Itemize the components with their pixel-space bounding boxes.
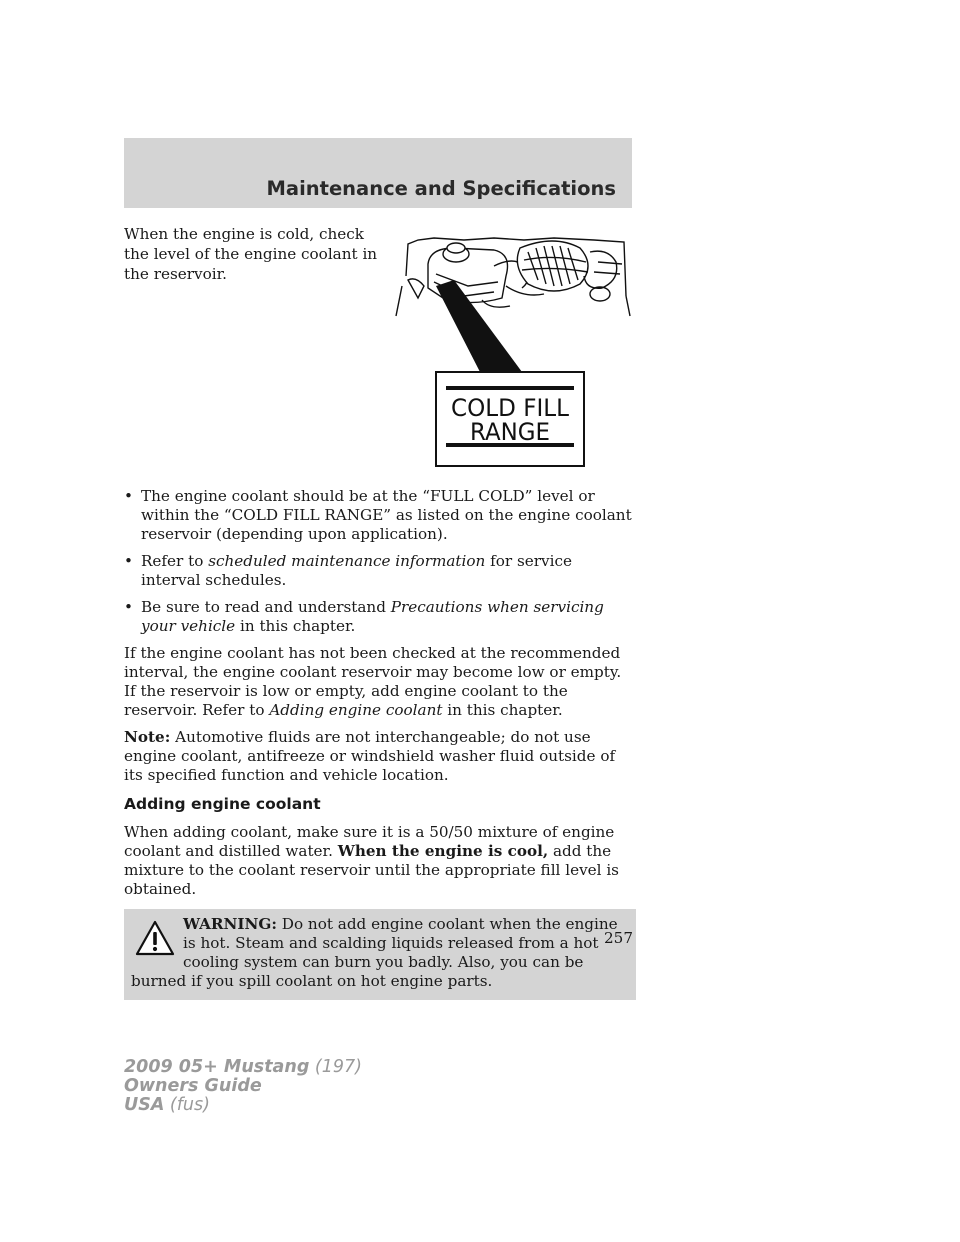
bullet-item [124,552,636,590]
warning-triangle-icon [135,919,175,957]
footer-market: USA [124,1095,165,1115]
footer-line: Owners Guide [124,1076,262,1096]
cross-reference: Precautions when servicing your vehicle [141,598,604,635]
header-band [124,138,632,208]
bullet-text-post: in this chapter. [235,617,356,635]
bullet-text [141,598,636,636]
bullet-text [141,552,636,590]
bullet-item [124,487,636,544]
footer-code: (197) [309,1057,362,1077]
footer-line [124,1058,362,1077]
coolant-check-paragraph [124,644,636,720]
bullet-text: The engine coolant should be at the “FULL COLD” level or within the “COLD FILL RANGE” as listed on the engine coolant reservoir (depending upon application). [141,487,632,543]
paragraph-text: If the engine coolant has not been checked at the recommended interval, the engine coolant reservoir may become low or empty. If the reservoir is low or empty, add engine coolant to the reservoir. Refer to [124,644,622,719]
cross-reference: scheduled maintenance information [208,552,486,570]
bullet-dot: • [124,552,133,570]
footer [124,1058,362,1115]
footer-line [124,1096,362,1115]
footer-model: 2009 05+ Mustang [124,1057,310,1077]
bullet-item [124,598,636,636]
paragraph-text: When adding coolant, make sure it is a 50/50 mixture of engine coolant and distilled water. [124,823,615,860]
bullet-text-pre: Refer to [141,552,209,570]
cold-fill-label-line2: RANGE [470,418,550,446]
warning-text: Do not add engine coolant when the engine is hot. Steam and scalding liquids released from a hot cooling system can burn you badly. Also, you can be burned if you spill coolant on hot engine parts. [131,915,618,990]
page-number: 257 [604,929,633,947]
cold-fill-label-line1: COLD FILL [451,394,570,422]
note-text: Automotive fluids are not interchangeable; do not use engine coolant, antifreeze or windshield washer fluid outside of its specified function and vehicle location. [124,728,616,784]
warning-box [124,909,636,1000]
bullet-text-post: for service interval schedules. [141,552,572,589]
note-label: Note: [124,728,171,746]
main-content [124,487,636,1000]
footer-code: (fus) [164,1095,210,1115]
bullet-dot: • [124,487,133,505]
bullet-text-pre: Be sure to read and understand [141,598,391,616]
cross-reference: Adding engine coolant [269,701,443,719]
adding-coolant-paragraph [124,823,636,899]
section-heading: Adding engine coolant [124,795,321,813]
paragraph-text: add the mixture to the coolant reservoir until the appropriate fill level is obtained. [124,842,619,898]
intro-paragraph: When the engine is cold, check the level of the engine coolant in the reservoir. [124,225,378,283]
note-paragraph [124,728,636,785]
section-title: Maintenance and Specifications [266,177,616,200]
warning-label: WARNING: [183,915,277,933]
paragraph-text: in this chapter. [442,701,563,719]
emphasis: When the engine is cool, [337,842,549,860]
coolant-reservoir-illustration [394,236,634,472]
bullet-dot: • [124,598,133,616]
